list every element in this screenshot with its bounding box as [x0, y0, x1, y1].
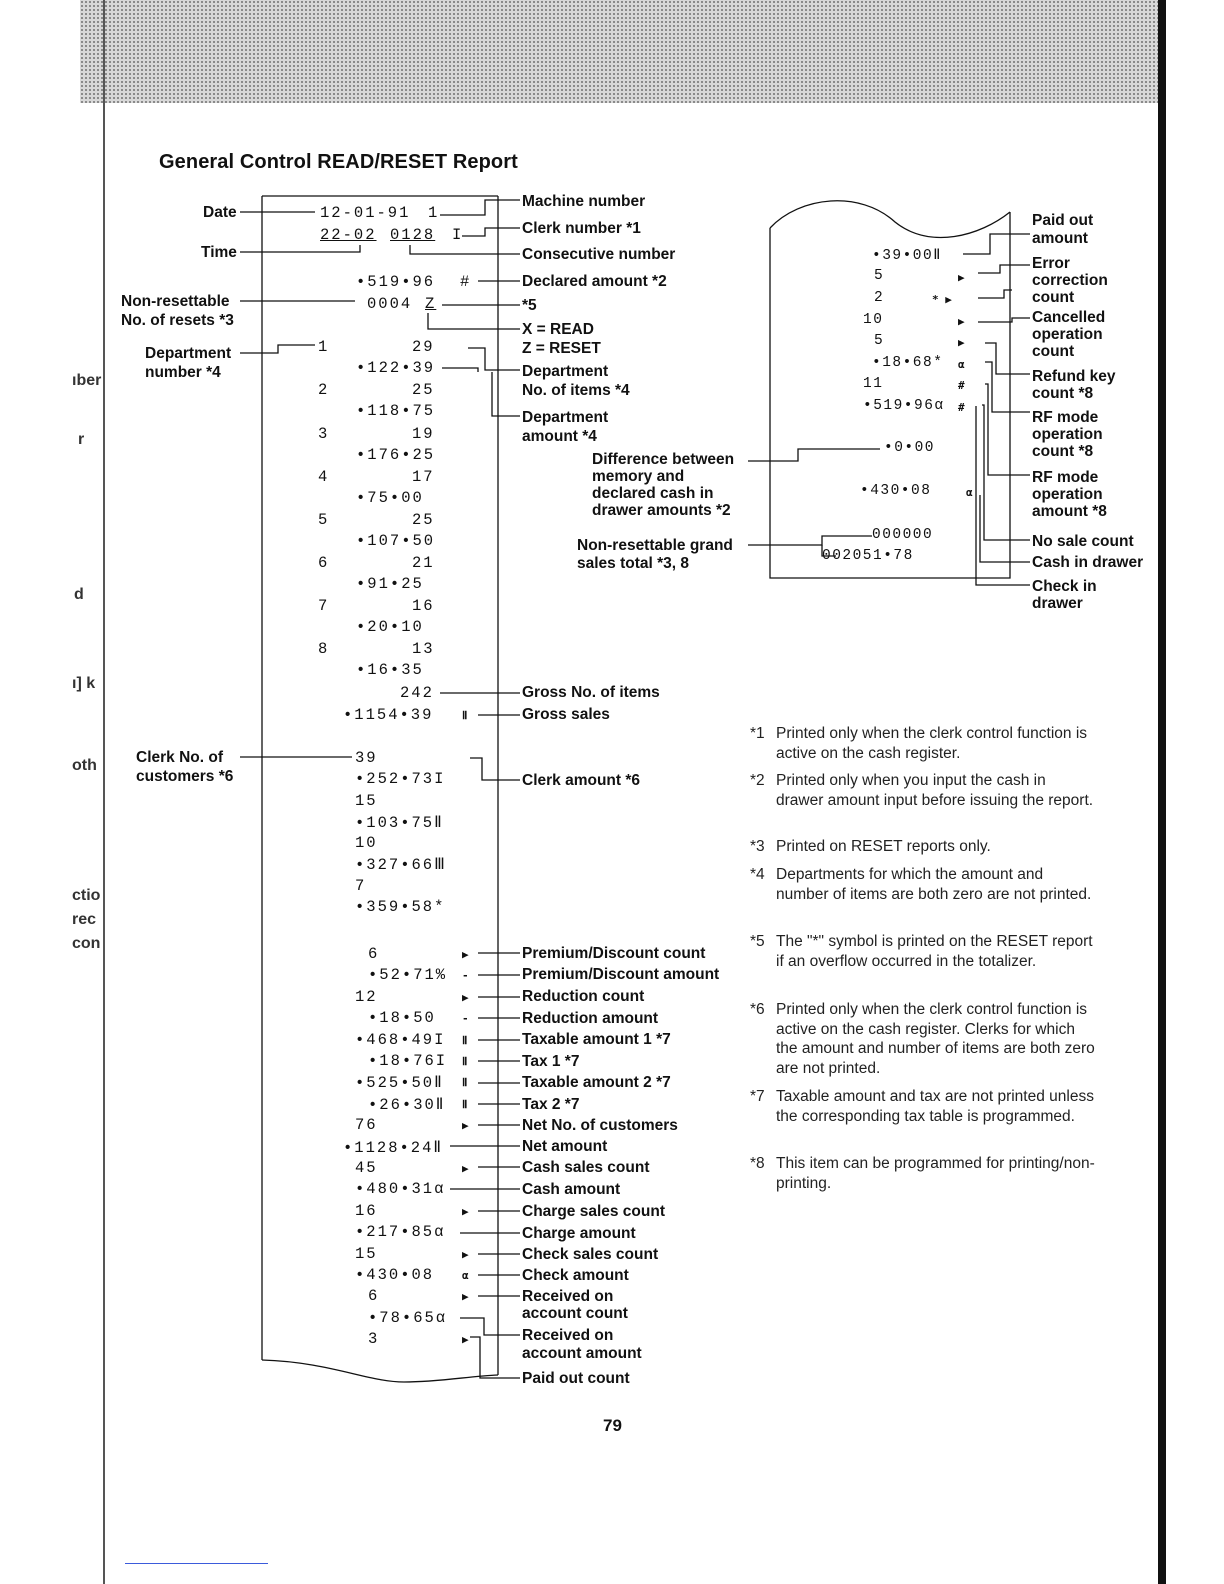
- report-field-label: Charge amount: [522, 1225, 636, 1242]
- clerk-count: 39: [355, 749, 378, 767]
- receipt-row-value: 12: [355, 987, 378, 1006]
- receipt-resets: 0004: [367, 295, 413, 313]
- label-rf-operation: RF mode: [1032, 409, 1099, 426]
- footnote-number: *1: [750, 725, 765, 742]
- label-error-correction: Error: [1032, 255, 1070, 272]
- receipt-row-value: 6: [368, 1287, 380, 1306]
- bleed-text: ıber: [72, 372, 102, 389]
- label-dept-amount: amount *4: [522, 428, 597, 445]
- footnote-text: Printed only when the clerk control function is active on the cash register. Clerks for which the amount and number of items are both zero are not printed.: [776, 1001, 1095, 1077]
- label-declared-amount: Declared amount *2: [522, 273, 667, 290]
- label-refund-key: count *8: [1032, 385, 1094, 402]
- bleed-text: con: [72, 935, 101, 952]
- clerk-count: 10: [355, 834, 378, 852]
- report-field-label: Tax 1 *7: [522, 1053, 580, 1070]
- label-difference: drawer amounts *2: [592, 502, 731, 519]
- label-clerk-customers: Clerk No. of: [136, 749, 223, 766]
- footnote-number: *4: [750, 866, 765, 883]
- report-field-label: account amount: [522, 1345, 642, 1362]
- label-gross-sales: Gross sales: [522, 706, 610, 723]
- receipt-row-mark: Ⅱ: [462, 1097, 468, 1111]
- label-grand-total: sales total *3, 8: [577, 555, 690, 572]
- label-rf-amount: operation: [1032, 486, 1103, 503]
- report-field-label: Taxable amount 1 *7: [522, 1031, 671, 1048]
- report-field-label: Check amount: [522, 1267, 629, 1284]
- receipt-row-value: 15: [355, 1244, 378, 1263]
- clerk-amount: •327•66Ⅲ: [355, 856, 447, 874]
- label-non-resettable: No. of resets *3: [121, 312, 234, 329]
- department-amount: •20•10: [356, 618, 424, 636]
- label-gross-items: Gross No. of items: [522, 684, 660, 701]
- receipt-row-value: •52•71%: [368, 966, 448, 985]
- bleed-text: rec: [72, 911, 97, 928]
- receipt2-outline: [770, 212, 1010, 578]
- receipt-consecutive: 0128: [390, 226, 436, 244]
- label-paid-out: amount: [1032, 230, 1088, 247]
- footnote-text: Printed on RESET reports only.: [776, 838, 991, 855]
- receipt-machine-no: 1: [428, 204, 440, 222]
- department-number: 4: [318, 468, 330, 486]
- report-field-label: Reduction count: [522, 988, 645, 1005]
- department-amount: •118•75: [356, 402, 436, 420]
- receipt-declared: •519•96: [356, 273, 436, 291]
- report-field-label: Premium/Discount count: [522, 945, 706, 962]
- label-consecutive-number: Consecutive number: [522, 246, 676, 263]
- receipt-gross-sales: •1154•39: [343, 706, 434, 724]
- footnote-text: Printed only when you input the cash in drawer amount input before issuing the report.: [776, 772, 1094, 809]
- label-rf-amount: RF mode: [1032, 469, 1099, 486]
- page-number: 79: [603, 1416, 622, 1435]
- footnote-text: Taxable amount and tax are not printed unless the corresponding tax table is programmed.: [776, 1088, 1094, 1125]
- receipt2-value: •18•68*: [872, 355, 944, 371]
- bleed-text: d: [74, 586, 84, 603]
- report-field-label: Taxable amount 2 *7: [522, 1074, 671, 1091]
- receipt-row-value: 76: [355, 1116, 378, 1135]
- receipt2-value: 11: [863, 376, 884, 392]
- department-number: 6: [318, 554, 330, 572]
- department-amount: •91•25: [356, 575, 424, 593]
- receipt-row-value: 6: [368, 945, 380, 963]
- footnote-text: Departments for which the amount and number of items are both zero are not printed.: [776, 866, 1092, 903]
- label-refund-key: Refund key: [1032, 368, 1116, 385]
- clerk-count: 7: [355, 877, 367, 895]
- receipt-row-value: 45: [355, 1159, 378, 1177]
- label-rf-operation: operation: [1032, 426, 1103, 443]
- receipt-clerk-mark: I: [452, 226, 464, 244]
- receipt-row-value: •18•50: [368, 1009, 436, 1028]
- report-field-label: Check sales count: [522, 1246, 659, 1263]
- department-items: 13: [412, 640, 435, 658]
- receipt-row-mark: -: [462, 1012, 469, 1026]
- receipt-row-value: •525•50Ⅱ: [355, 1074, 444, 1093]
- department-items: 25: [412, 511, 435, 529]
- clerk-amount: •103•75Ⅱ: [355, 814, 444, 832]
- receipt2-mark: α: [966, 486, 973, 499]
- receipt2-mark: ▶: [958, 315, 965, 328]
- receipt-row-mark: ▶: [462, 948, 469, 961]
- label-machine-number: Machine number: [522, 193, 646, 210]
- receipt2-value: 000000: [872, 527, 934, 543]
- receipt-row-mark: ▶: [462, 1204, 469, 1218]
- label-difference: Difference between: [592, 451, 735, 468]
- report-field-label: Paid out count: [522, 1370, 630, 1387]
- label-rf-operation: count *8: [1032, 443, 1094, 460]
- report-field-label: Reduction amount: [522, 1010, 659, 1027]
- receipt-date: 12-01-91: [320, 204, 411, 222]
- receipt2-mark: ▶: [958, 271, 965, 284]
- receipt-row-mark: ▶: [462, 1333, 469, 1347]
- receipt-gross-sales-mark: Ⅱ: [462, 709, 468, 722]
- label-cancelled: operation: [1032, 326, 1103, 343]
- receipt-row-value: 16: [355, 1201, 378, 1220]
- receipt-row-value: •217•85α: [355, 1223, 446, 1242]
- report-field-label: account count: [522, 1305, 628, 1322]
- footnote-text: The "*" symbol is printed on the RESET report if an overflow occurred in the totalizer.: [776, 933, 1093, 970]
- department-amount: •107•50: [356, 532, 436, 550]
- receipt2-value: 2: [874, 290, 885, 306]
- department-number: 5: [318, 511, 330, 529]
- label-check-in-drawer: Check in: [1032, 578, 1097, 595]
- report-field-label: Received on: [522, 1327, 614, 1344]
- receipt2-mark: ▶: [958, 336, 965, 349]
- report-field-label: Premium/Discount amount: [522, 966, 720, 983]
- receipt-row-value: •26•30Ⅱ: [368, 1095, 446, 1114]
- bleed-text: ı] k: [72, 675, 96, 692]
- department-items: 21: [412, 554, 435, 572]
- report-field-label: Charge sales count: [522, 1203, 665, 1220]
- receipt2-value: •430•08: [860, 483, 932, 499]
- report-field-label: Cash sales count: [522, 1159, 650, 1176]
- label-error-correction: correction: [1032, 272, 1108, 289]
- footnote-text: This item can be programmed for printing/non-printing.: [776, 1155, 1095, 1192]
- department-items: 25: [412, 381, 435, 399]
- page-title: General Control READ/RESET Report: [159, 151, 518, 173]
- receipt-row-value: •1128•24Ⅱ: [343, 1138, 444, 1157]
- label-grand-total: Non-resettable grand: [577, 537, 733, 554]
- report-field-label: Net No. of customers: [522, 1117, 678, 1134]
- footnote-number: *8: [750, 1155, 765, 1172]
- label-clerk-amount: Clerk amount *6: [522, 772, 641, 789]
- label-cancelled: count: [1032, 343, 1075, 360]
- receipt-row-mark: ▶: [462, 1290, 469, 1304]
- report-field-label: Received on: [522, 1288, 614, 1305]
- label-star5: *5: [522, 297, 537, 314]
- department-items: 29: [412, 338, 435, 356]
- label-error-correction: count: [1032, 289, 1075, 306]
- receipt-row-mark: Ⅱ: [462, 1055, 468, 1068]
- label-time: Time: [201, 244, 237, 261]
- footnote-number: *5: [750, 933, 765, 950]
- receipt-row-value: •78•65α: [368, 1308, 448, 1327]
- receipt2-value: •0•00: [884, 440, 936, 456]
- receipt-row-mark: Ⅱ: [462, 1033, 468, 1047]
- label-z-reset: Z = RESET: [522, 340, 601, 357]
- label-clerk-customers: customers *6: [136, 768, 234, 785]
- receipt2-value: 002051•78: [822, 548, 914, 564]
- label-cash-in-drawer: Cash in drawer: [1032, 554, 1144, 571]
- report-field-label: Tax 2 *7: [522, 1096, 580, 1113]
- clerk-count: 15: [355, 792, 378, 810]
- department-items: 19: [412, 425, 435, 443]
- department-number: 2: [318, 381, 330, 399]
- receipt-row-value: 3: [368, 1330, 380, 1349]
- footnote-number: *7: [750, 1088, 765, 1105]
- report-field-label: Net amount: [522, 1138, 608, 1155]
- receipt-row-mark: Ⅱ: [462, 1076, 468, 1090]
- receipt-row-value: •480•31α: [355, 1180, 446, 1199]
- receipt-torn-bottom: [262, 1360, 498, 1382]
- footnote-number: *2: [750, 772, 765, 789]
- bleed-text: oth: [72, 757, 97, 774]
- department-amount: •176•25: [356, 446, 436, 464]
- label-difference: memory and: [592, 468, 685, 485]
- receipt2-value: 10: [863, 312, 884, 328]
- label-department-number: number *4: [145, 364, 221, 381]
- report-field-label: Cash amount: [522, 1181, 621, 1198]
- receipt-gross-items: 242: [400, 684, 434, 702]
- department-amount: •16•35: [356, 661, 424, 679]
- receipt-reset-flag: Z: [425, 295, 437, 313]
- receipt2-value: •519•96α: [863, 398, 945, 414]
- receipt2-mark: * ▶: [932, 293, 952, 306]
- label-non-resettable: Non-resettable: [121, 293, 230, 310]
- department-number: 3: [318, 425, 330, 443]
- receipt2-value: •39•00Ⅱ: [872, 248, 942, 264]
- receipt-time: 22-02: [320, 226, 377, 244]
- department-amount: •75•00: [356, 489, 424, 507]
- label-cancelled: Cancelled: [1032, 309, 1106, 326]
- department-items: 17: [412, 468, 435, 486]
- label-department-number: Department: [145, 345, 232, 362]
- receipt-row-mark: -: [462, 969, 469, 983]
- receipt2-mark: #: [958, 401, 965, 414]
- receipt-row-mark: ▶: [462, 990, 469, 1004]
- label-check-in-drawer: drawer: [1032, 595, 1083, 612]
- receipt-declared-mark: #: [460, 273, 472, 291]
- bleed-text: r: [78, 431, 85, 448]
- receipt2-value: 5: [874, 333, 885, 349]
- label-no-sale: No sale count: [1032, 533, 1134, 550]
- department-number: 7: [318, 597, 330, 615]
- label-date: Date: [203, 204, 237, 221]
- bleed-text: ctio: [72, 887, 101, 904]
- department-number: 1: [318, 338, 330, 356]
- receipt-row-value: •468•49I: [355, 1030, 446, 1049]
- receipt2-torn-top: [770, 201, 1010, 238]
- clerk-amount: •252•73I: [355, 770, 446, 788]
- department-amount: •122•39: [356, 359, 436, 377]
- footnote-number: *3: [750, 838, 765, 855]
- footnote-number: *6: [750, 1001, 765, 1018]
- label-paid-out: Paid out: [1032, 212, 1094, 229]
- label-dept-items: No. of items *4: [522, 382, 630, 399]
- receipt2-value: 5: [874, 268, 885, 284]
- receipt-row-mark: ▶: [462, 1247, 469, 1261]
- label-rf-amount: amount *8: [1032, 503, 1107, 520]
- label-difference: declared cash in: [592, 485, 714, 502]
- label-clerk-number: Clerk number *1: [522, 220, 641, 237]
- clerk-amount: •359•58*: [355, 898, 446, 916]
- receipt2-mark: #: [958, 379, 965, 392]
- receipt-row-mark: ▶: [462, 1162, 469, 1175]
- department-items: 16: [412, 597, 435, 615]
- receipt-row-value: •430•08: [355, 1266, 435, 1284]
- footnote-text: Printed only when the clerk control function is active on the cash register.: [776, 725, 1088, 762]
- label-dept-amount: Department: [522, 409, 609, 426]
- receipt-row-mark: α: [462, 1269, 469, 1282]
- receipt-row-mark: ▶: [462, 1119, 469, 1133]
- label-dept-items: Department: [522, 363, 609, 380]
- link-underline: [125, 1563, 268, 1564]
- department-number: 8: [318, 640, 330, 658]
- receipt2-mark: α: [958, 358, 965, 371]
- label-x-read: X = READ: [522, 321, 594, 338]
- receipt-row-value: •18•76I: [368, 1052, 448, 1070]
